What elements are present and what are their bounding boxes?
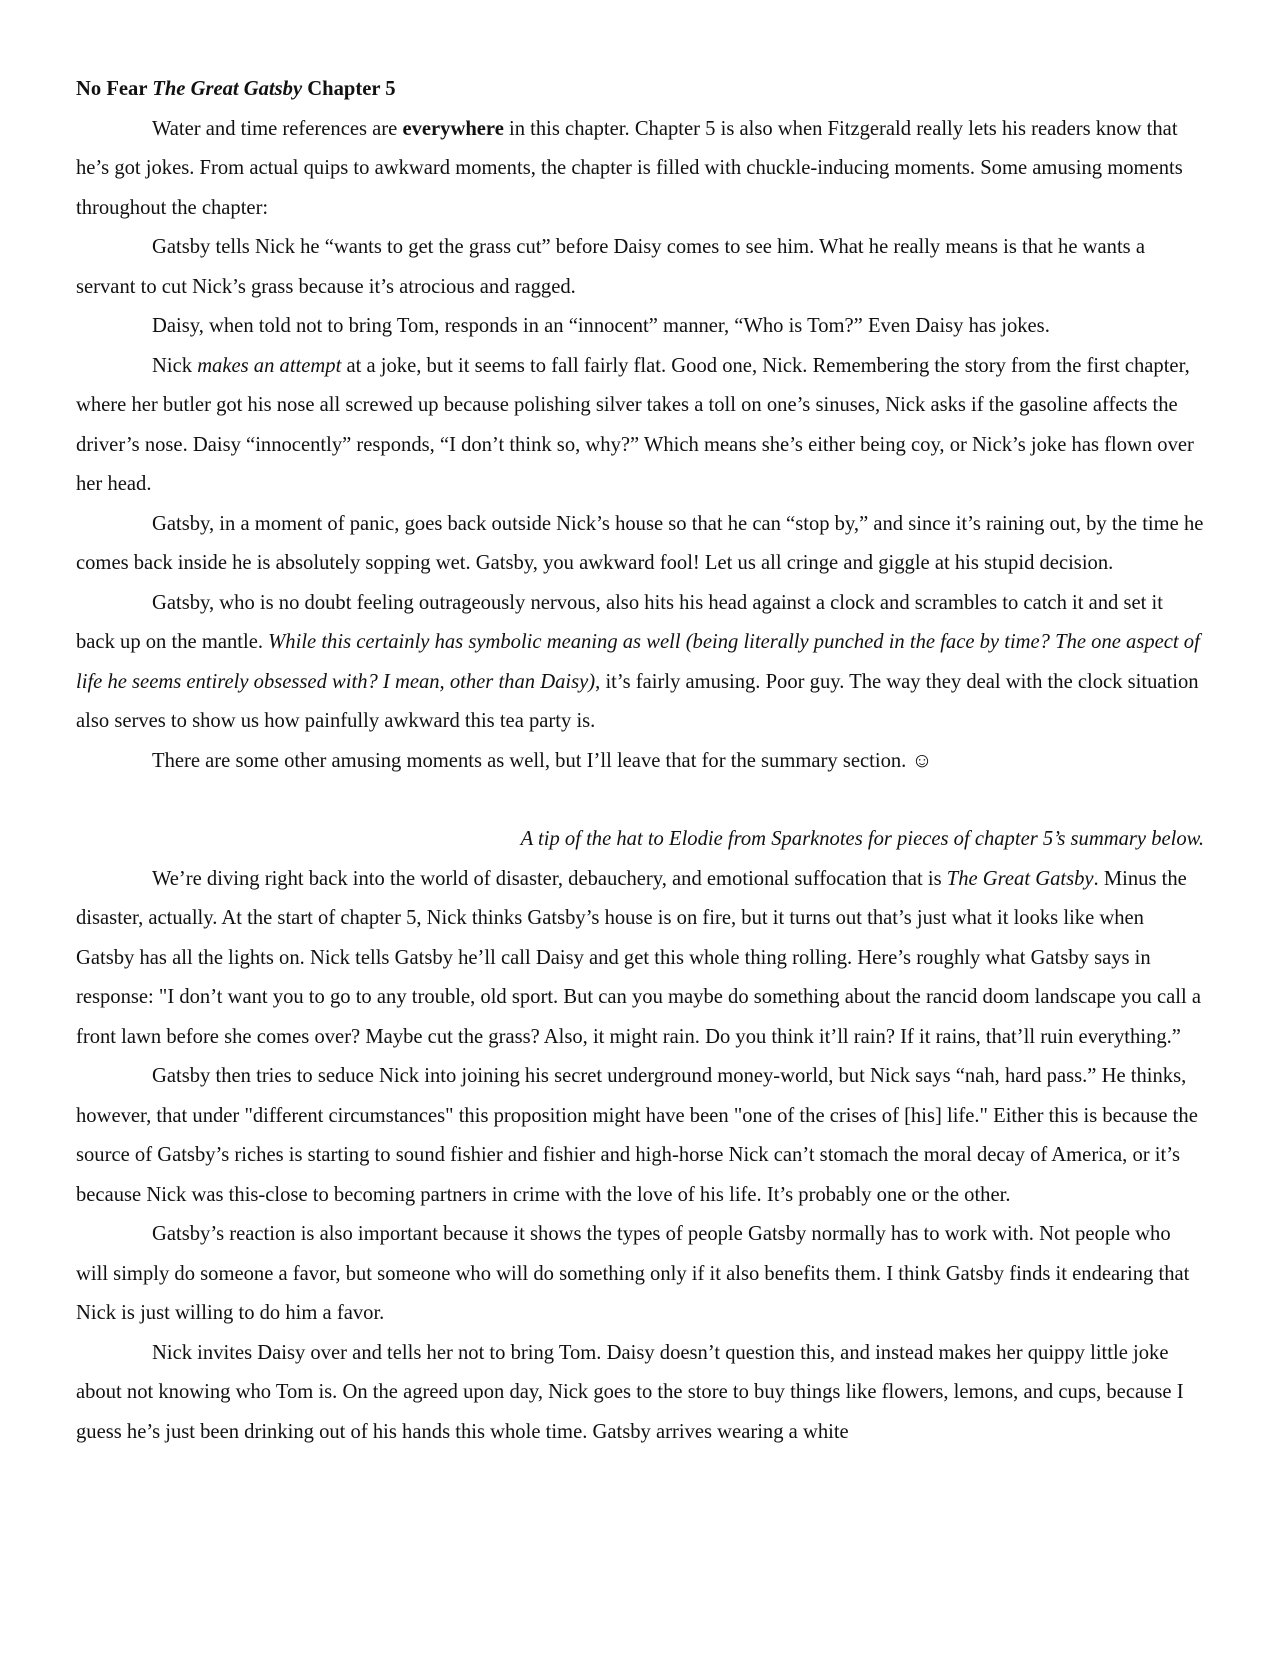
summary-paragraph-1: We’re diving right back into the world of disaster, debauchery, and emotional suffocation that is The Great Gatsby. Minus the disaster, actually. At the start of chapter 5, Nick thinks Gatsby’s house is on fire, but it turns out that’s just what it looks like when Gatsby has all the lights on. Nick tells Gatsby he’ll call Daisy and get this whole thing rolling. Here’s roughly what Gatsby says in response: "I don’t want you to go to any trouble, old sport. But can you maybe do something about the rancid doom landscape you call a front lawn before she comes over? Maybe cut the grass? Also, it might rain. Do you think it’ll rain? If it rains, that’ll ruin everything.” <box>76 867 1202 1048</box>
intro-paragraph-7: There are some other amusing moments as well, but I’ll leave that for the summary section. ☺ <box>152 749 933 772</box>
intro-paragraph-2: Gatsby tells Nick he “wants to get the grass cut” before Daisy comes to see him. What he really means is that he wants a servant to cut Nick’s grass because it’s atrocious and ragged. <box>76 236 1145 298</box>
intro-paragraph-5: Gatsby, in a moment of panic, goes back outside Nick’s house so that he can “stop by,” and since it’s raining out, by the time he comes back inside he is absolutely sopping wet. Gatsby, you awkward fool! Let us all cringe and giggle at his stupid decision. <box>76 512 1204 574</box>
document-title: No Fear The Great Gatsby Chapter 5 <box>76 78 396 100</box>
summary-paragraph-2: Gatsby then tries to seduce Nick into joining his secret underground money-world, but Nick says “nah, hard pass.” He thinks, however, that under "different circumstances" this proposition might have been "one of the crises of [his] life." Either this is because the source of Gatsby’s riches is starting to sound fishier and fishier and high-horse Nick can’t stomach the moral decay of America, or it’s because Nick was this-close to becoming partners in crime with the love of his life. It’s probably one or the other. <box>76 1065 1198 1206</box>
section-spacer <box>76 781 1204 820</box>
intro-paragraph-1: Water and time references are everywhere in this chapter. Chapter 5 is also when Fitzgerald really lets his readers know that he’s got jokes. From actual quips to awkward moments, the chapter is filled with chuckle-inducing moments. Some amusing moments throughout the chapter: <box>76 117 1183 219</box>
attribution-note: A tip of the hat to Elodie from Sparknotes for pieces of chapter 5’s summary below. <box>520 828 1204 850</box>
intro-paragraph-6: Gatsby, who is no doubt feeling outrageously nervous, also hits his head against a clock and scrambles to catch it and set it back up on the mantle. While this certainly has symbolic meaning as well (being literally punched in the face by time? The one aspect of life he seems entirely obsessed with? I mean, other than Daisy), it’s fairly amusing. Poor guy. The way they deal with the clock situation also serves to show us how painfully awkward this tea party is. <box>76 591 1200 732</box>
intro-paragraph-4: Nick makes an attempt at a joke, but it seems to fall fairly flat. Good one, Nick. Remembering the story from the first chapter, where her butler got his nose all screwed up because polishing silver takes a toll on one’s sinuses, Nick asks if the gasoline affects the driver’s nose. Daisy “innocently” responds, “I don’t think so, why?” Which means she’s either being coy, or Nick’s joke has flown over her head. <box>76 354 1194 495</box>
summary-paragraph-4: Nick invites Daisy over and tells her not to bring Tom. Daisy doesn’t question this, and instead makes her quippy little joke about not knowing who Tom is. On the agreed upon day, Nick goes to the store to buy things like flowers, lemons, and cups, because I guess he’s just been drinking out of his hands this whole time. Gatsby arrives wearing a white <box>76 1341 1184 1443</box>
intro-paragraph-3: Daisy, when told not to bring Tom, responds in an “innocent” manner, “Who is Tom?” Even Daisy has jokes. <box>152 315 1050 337</box>
summary-paragraph-3: Gatsby’s reaction is also important because it shows the types of people Gatsby normally has to work with. Not people who will simply do someone a favor, but someone who will do something only if it also benefits them. I think Gatsby finds it endearing that Nick is just willing to do him a favor. <box>76 1223 1190 1324</box>
